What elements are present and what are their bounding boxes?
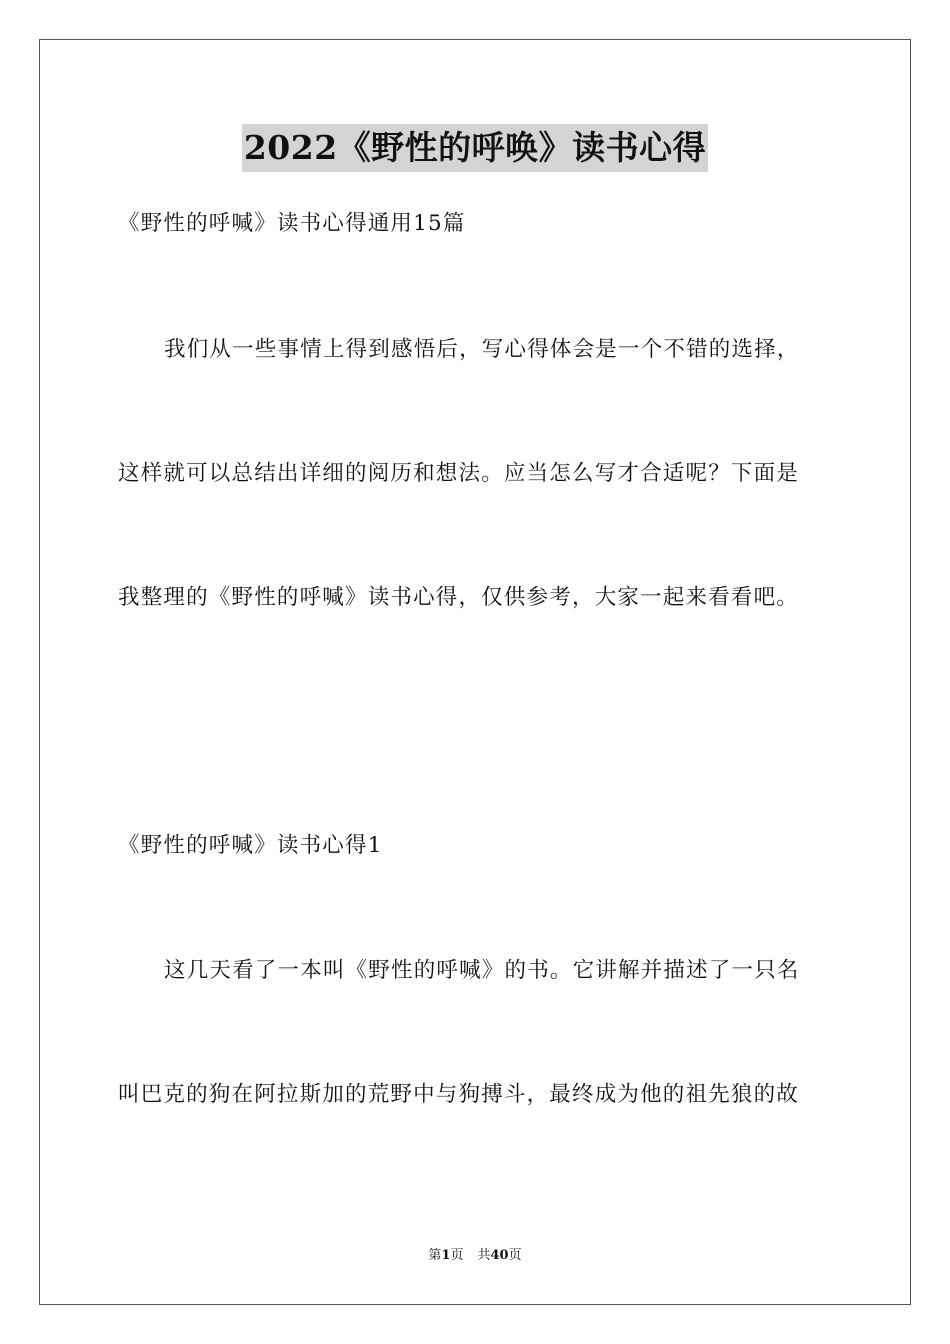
footer-total-prefix: 共 <box>477 1248 491 1263</box>
document-subtitle: 《野性的呼喊》读书心得通用15篇 <box>118 211 466 236</box>
section-heading: 《野性的呼喊》读书心得1 <box>118 833 383 858</box>
intro-line-2: 这样就可以总结出详细的阅历和想法。应当怎么写才合适呢？下面是 <box>118 461 800 486</box>
footer-total-pages: 40 <box>490 1248 509 1263</box>
intro-line-1: 我们从一些事情上得到感悟后，写心得体会是一个不错的选择， <box>164 337 800 362</box>
footer-total-suffix: 页 <box>508 1248 522 1263</box>
page-footer <box>0 1247 950 1265</box>
footer-page-suffix: 页 <box>450 1248 464 1263</box>
section-line-2: 叫巴克的狗在阿拉斯加的荒野中与狗搏斗，最终成为他的祖先狼的故 <box>118 1082 800 1107</box>
section-line-1: 这几天看了一本叫《野性的呼喊》的书。它讲解并描述了一只名 <box>164 958 800 983</box>
document-title: 2022《野性的呼唤》读书心得 <box>242 124 708 172</box>
footer-page-prefix: 第 <box>428 1248 442 1263</box>
title-container <box>0 124 950 172</box>
intro-line-3: 我整理的《野性的呼喊》读书心得，仅供参考，大家一起来看看吧。 <box>118 585 800 610</box>
footer-page-number: 1 <box>441 1248 451 1263</box>
